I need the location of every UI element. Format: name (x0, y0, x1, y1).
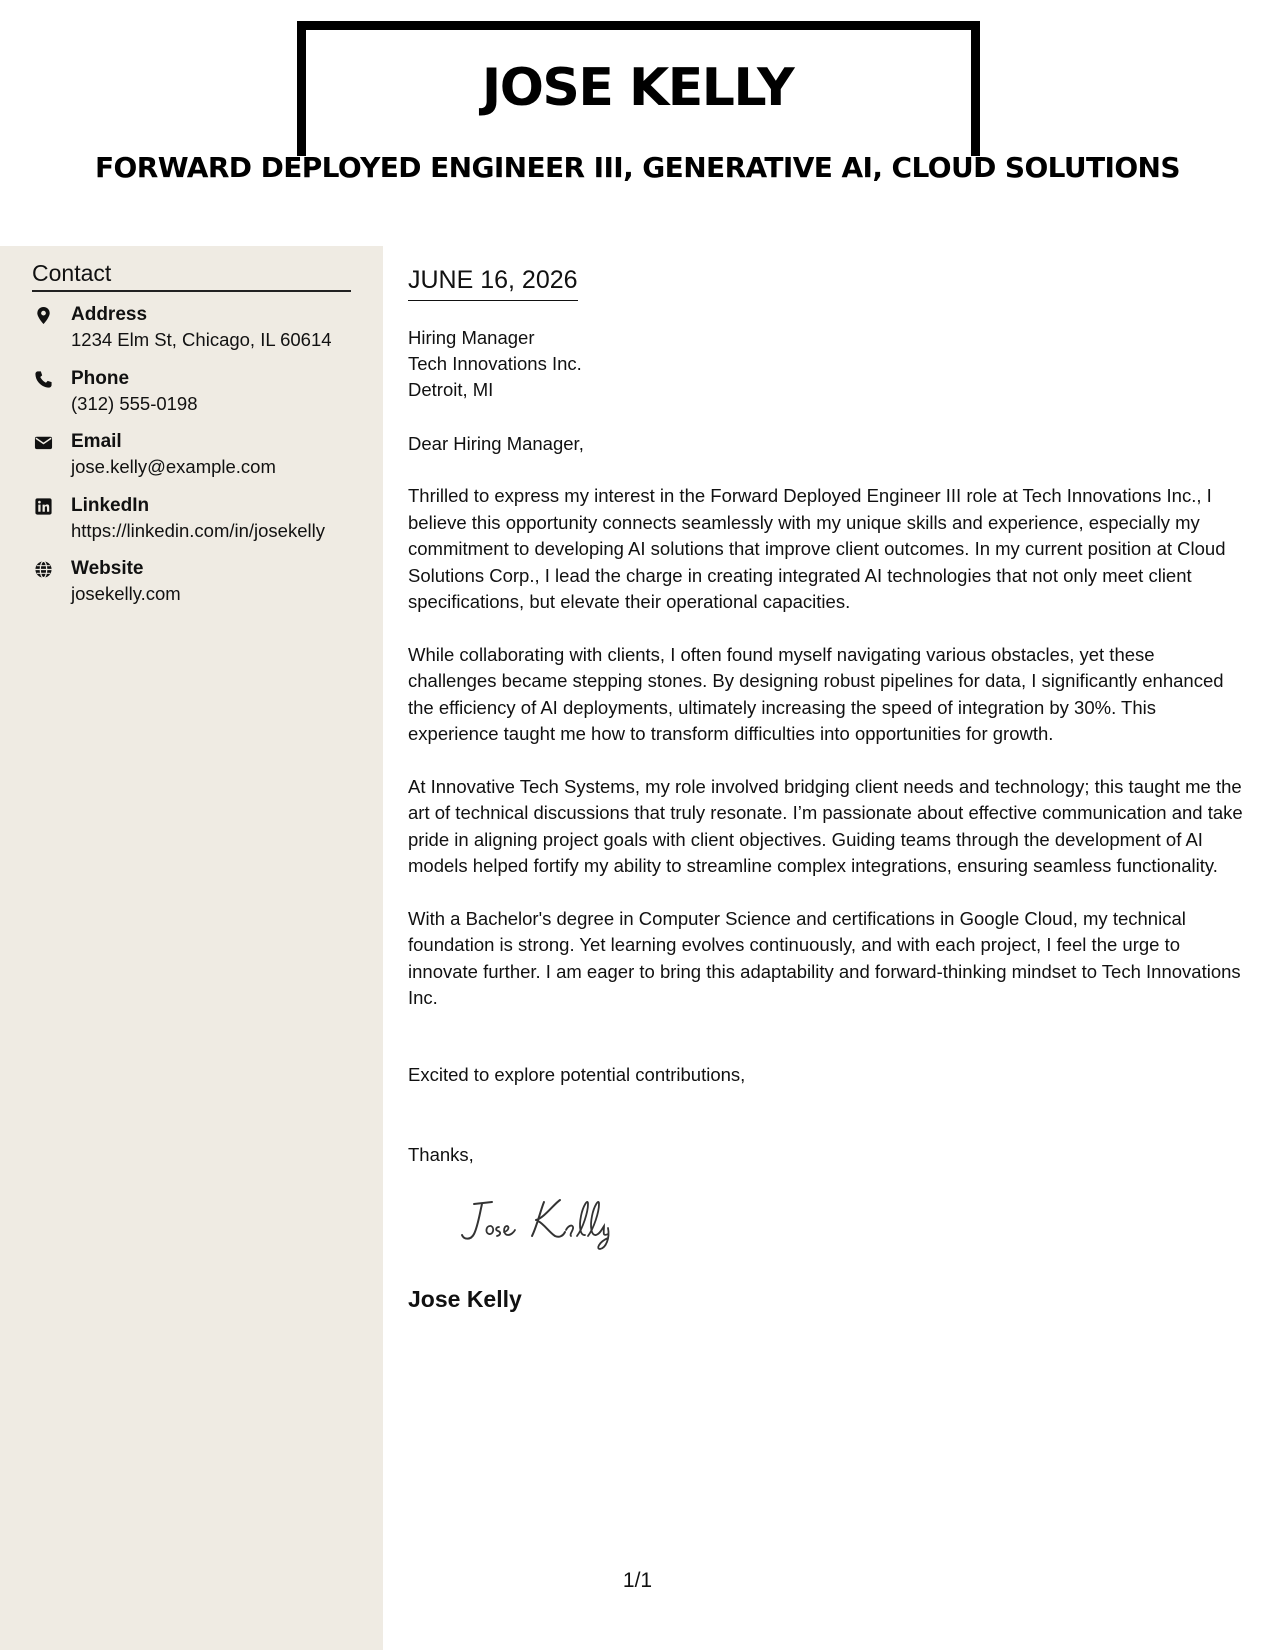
recipient-block (408, 325, 582, 403)
linkedin-icon (34, 497, 53, 516)
contact-label: Address (71, 304, 148, 325)
globe-icon (34, 560, 53, 579)
signer-name: Jose Kelly (408, 1286, 522, 1312)
contact-label: LinkedIn (71, 494, 150, 516)
contact-value: josekelly.com (71, 583, 181, 604)
map-pin-icon (34, 306, 53, 325)
envelope-icon (34, 433, 53, 452)
job-title: FORWARD DEPLOYED ENGINEER III, GENERATIVE AI, CLOUD SOLUTIONS (95, 151, 1180, 184)
contact-heading: Contact (32, 260, 351, 292)
phone-icon (34, 370, 53, 389)
contact-label: Email (71, 431, 122, 452)
contact-value: 1234 Elm St, Chicago, IL 60614 (71, 329, 332, 350)
body-paragraph: With a Bachelor's degree in Computer Science and certifications in Google Cloud, my technical foundation is strong. Yet learning evolves continuously, and with each project, I feel the urge to innovate further. I am eager to bring this adaptability and forward-thinking mindset to Tech Innovations Inc. (408, 907, 1241, 1008)
contact-value: (312) 555-0198 (71, 392, 198, 414)
contact-item-website (32, 558, 372, 622)
letter-paragraphs (408, 483, 1243, 1038)
contact-sidebar (0, 246, 383, 1650)
closing-line: Excited to explore potential contributions, (408, 1064, 746, 1085)
applicant-name: JOSE KELLY (481, 58, 794, 118)
recipient-line: Detroit, MI (408, 379, 494, 400)
contact-value: https://linkedin.com/in/josekelly (71, 519, 325, 541)
contact-value: jose.kelly@example.com (71, 456, 276, 477)
body-paragraph: While collaborating with clients, I often found myself navigating various obstacles, yet these challenges became stepping stones. By designing robust pipelines for data, I significantly enhanced the efficiency of AI deployments, ultimately increasing the speed of integration by 30%. This experience taught me how to transform difficulties into opportunities for growth. (408, 643, 1224, 744)
handwritten-signature (452, 1192, 632, 1252)
body-paragraph: Thrilled to express my interest in the Forward Deployed Engineer III role at Tech Innovations Inc., I believe this opportunity connects seamlessly with my unique skills and experience, especially my commitment to developing AI solutions that improve client outcomes. In my current position at Cloud Solutions Corp., I lead the charge in creating integrated AI technologies that not only meet client specifications, but elevate their operational capacities. (408, 485, 1226, 612)
recipient-line: Tech Innovations Inc. (408, 353, 582, 374)
letter-date: JUNE 16, 2026 (408, 266, 578, 301)
contact-item-email (32, 431, 372, 495)
recipient-line: Hiring Manager (408, 327, 535, 348)
contact-item-phone (32, 368, 372, 432)
contact-label: Website (71, 558, 144, 579)
contact-item-linkedin (32, 495, 372, 559)
contact-item-address (32, 304, 372, 368)
salutation: Dear Hiring Manager, (408, 433, 584, 454)
contact-list (32, 304, 372, 622)
letter-header (0, 0, 1275, 246)
page-number: 1/1 (622, 1569, 653, 1592)
contact-label: Phone (71, 367, 130, 389)
body-paragraph: At Innovative Tech Systems, my role involved bridging client needs and technology; this taught me the art of technical discussions that truly resonate. I’m passionate about effective communication and take pride in aligning project goals with client objectives. Guiding teams through the development of AI models helped fortify my ability to streamline complex integrations, ensuring seamless functionality. (408, 775, 1243, 876)
sign-off: Thanks, (408, 1144, 474, 1165)
